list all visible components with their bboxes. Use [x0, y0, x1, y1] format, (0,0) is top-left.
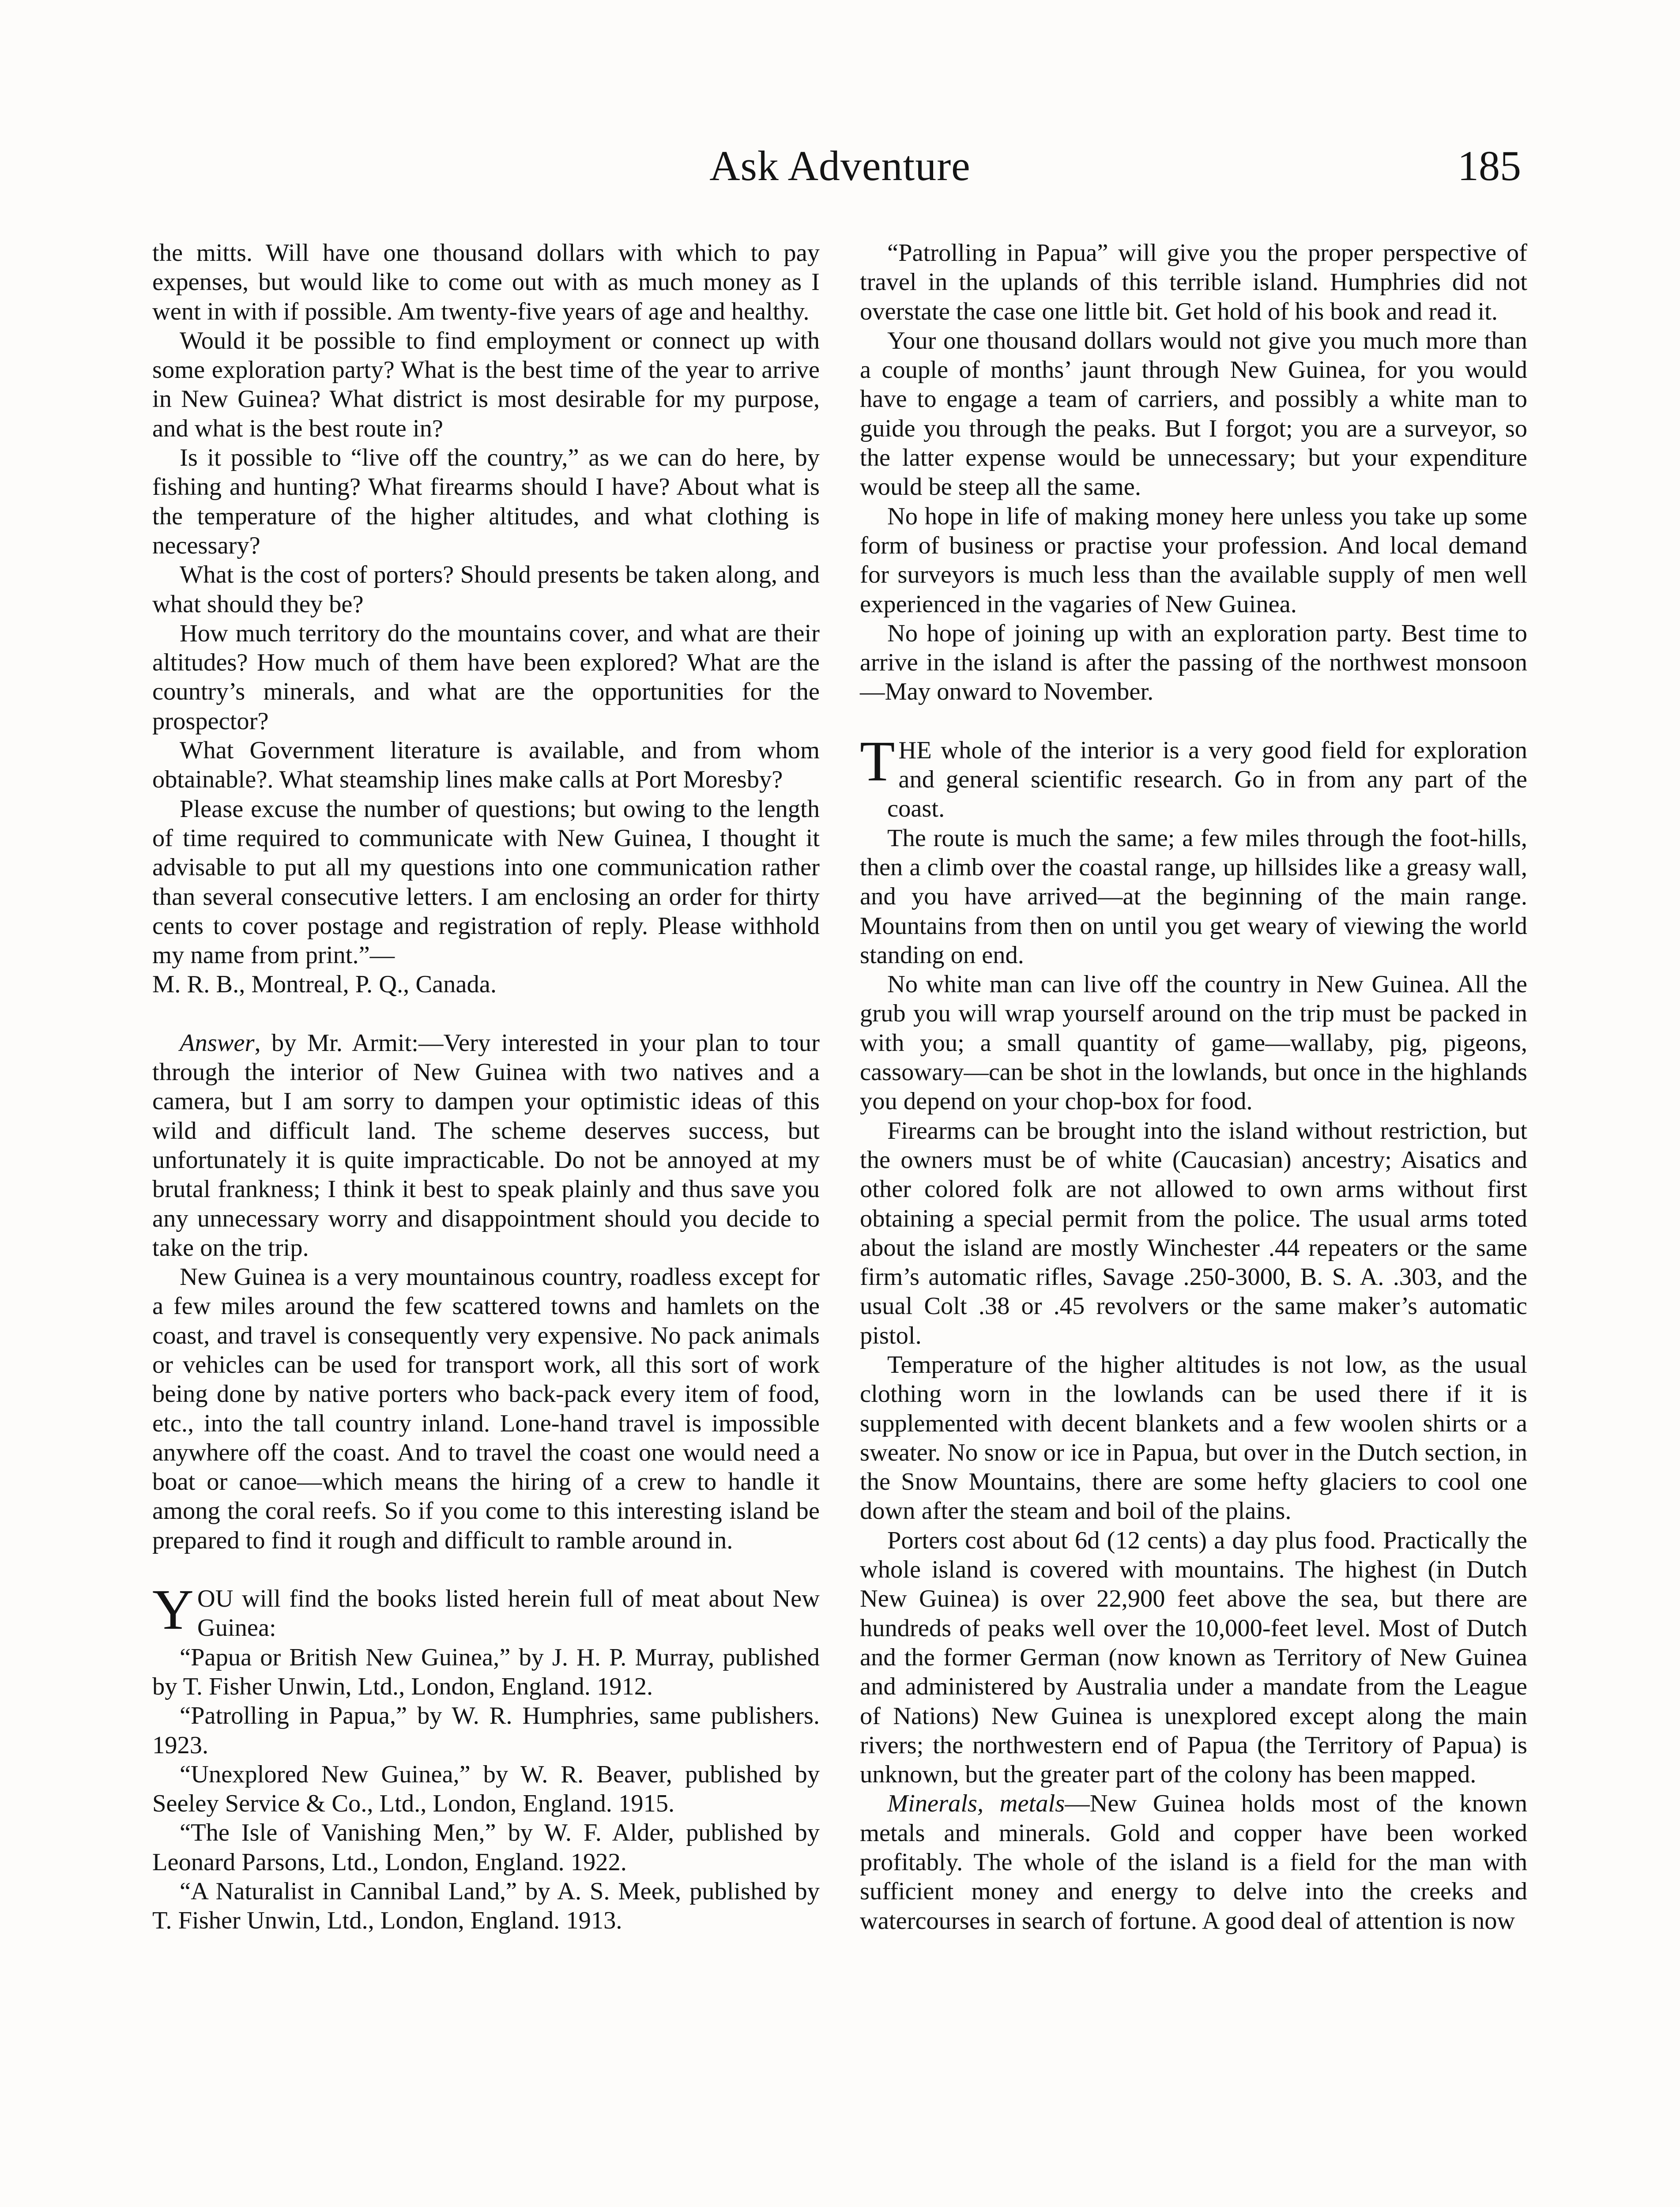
paragraph: No hope of joining up with an exploration party. Best time to arrive in the island is after the passing of the northwest monsoon—May onward to November.: [860, 619, 1527, 706]
paragraph: Would it be possible to find employment or connect up with some exploration party? What is the best time of the year to arrive in New Guinea? What district is most desirable for my purpose, and what is the best route in?: [152, 327, 820, 442]
paragraph: The route is much the same; a few miles through the foot-hills, then a climb over the coastal range, up hillsides like a greasy wall, and you have arrived—at the beginning of the main range. Mountains from then on until you get weary of viewing the world standing on end.: [860, 824, 1527, 969]
book-entry: “Patrolling in Papua,” by W. R. Humphries, same publishers. 1923.: [152, 1702, 820, 1759]
minerals-paragraph: Minerals, metals—New Guinea holds most of the known metals and minerals. Gold and copper have been worked profitably. The whole of the island is a field for the man with sufficient money and energy to delve into the creeks and watercourses in search of fortune. A good deal of attention is now: [860, 1790, 1527, 1935]
book-entry: “Papua or British New Guinea,” by J. H. P. Murray, published by T. Fisher Unwin, Ltd., London, England. 1912.: [152, 1643, 820, 1700]
drop-cap: T: [860, 729, 895, 793]
book-entry: “A Naturalist in Cannibal Land,” by A. S. Meek, published by T. Fisher Unwin, Ltd., London, England. 1913.: [152, 1878, 820, 1935]
paragraph: New Guinea is a very mountainous country, roadless except for a few miles around the few scattered towns and hamlets on the coast, and travel is consequently very expensive. No pack animals or vehicles can be used for transport work, all this sort of work being done by native porters who back-pack every item of food, etc., into the tall country inland. Lone-hand travel is impossible anywhere off the coast. And to travel the coast one would need a boat or canoe—which means the hiring of a crew to handle it among the coral reefs. So if you come to this interesting island be prepared to find it rough and difficult to ramble around in.: [152, 1263, 820, 1554]
drop-cap: Y: [152, 1578, 194, 1642]
answer-text: , by Mr. Armit:—Very interested in your plan to tour through the interior of New Guinea with two natives and a camera, but I am sorry to dampen your optimistic ideas of this wild and difficult land. The scheme deserves success, but unfortunately it is quite impracticable. Do not be annoyed at my brutal frankness; I think it best to speak plainly and thus save you any unnecessary worry and disappointment should you decide to take on the trip.: [152, 1029, 820, 1262]
paragraph: What is the cost of porters? Should presents be taken along, and what should they be?: [152, 561, 820, 618]
paragraph: How much territory do the mountains cover, and what are their altitudes? How much of them have been explored? What are the country’s minerals, and what are the opportunities for the prospector?: [152, 619, 820, 735]
paragraph: No white man can live off the country in New Guinea. All the grub you will wrap yourself around on the trip must be packed in with you; a small quantity of game—wallaby, pig, pigeons, cassowary—can be shot in the lowlands, but once in the highlands you depend on your chop-box for food.: [860, 971, 1527, 1115]
book-entry: “Unexplored New Guinea,” by W. R. Beaver, published by Seeley Service & Co., Ltd., London, England. 1915.: [152, 1760, 820, 1818]
paragraph: What Government literature is available, and from whom obtainable?. What steamship lines make calls at Port Moresby?: [152, 737, 820, 794]
paragraph: “Patrolling in Papua” will give you the proper perspective of travel in the uplands of this terrible island. Humphries did not overstate the case one little bit. Get hold of his book and read it.: [860, 239, 1527, 325]
paragraph: Is it possible to “live off the country,” as we can do here, by fishing and hunting? What firearms should I have? About what is the temperature of the higher altitudes, and what clothing is necessary?: [152, 444, 820, 559]
left-column: [152, 238, 820, 1936]
running-title: Ask Adventure: [709, 142, 971, 189]
paragraph: No hope in life of making money here unless you take up some form of business or practise your profession. And local demand for surveyors is much less than the available supply of men well experienced in the vagaries of New Guinea.: [860, 502, 1527, 618]
answer-paragraph: [152, 1028, 820, 1262]
page-header: [159, 141, 1521, 203]
paragraph: Please excuse the number of questions; but owing to the length of time required to communicate with New Guinea, I thought it advisable to put all my questions into one communication rather than several consecutive letters. I am enclosing an order for thirty cents to cover postage and registration of reply. Please withhold my name from print.”—: [152, 795, 820, 969]
paragraph: Porters cost about 6d (12 cents) a day plus food. Practically the whole island is covered with mountains. The highest (in Dutch New Guinea) is over 22,900 feet above the sea, but there are hundreds of peaks well over the 10,000-feet level. Most of Dutch and the former German (now known as Territory of New Guinea and administered by Australia under a mandate from the League of Nations) New Guinea is unexplored except along the main rivers; the northwestern end of Papua (the Territory of Papua) is unknown, but the greater part of the colony has been mapped.: [860, 1526, 1527, 1789]
paragraph: Firearms can be brought into the island without restriction, but the owners must be of white (Caucasian) ancestry; Aisatics and other colored folk are not allowed to own arms without first obtaining a special permit from the police. The usual arms toted about the island are mostly Winchester .44 repeaters or the same firm’s automatic rifles, Savage .250-3000, B. S. A. .303, and the usual Colt .38 or .45 revolvers or the same maker’s automatic pistol.: [860, 1117, 1527, 1349]
page-number: 185: [1458, 142, 1521, 189]
right-column: [860, 238, 1527, 1936]
books-intro: YOU will find the books listed herein full of meat about New Guinea:: [152, 1578, 820, 1642]
letter-signature: M. R. B., Montreal, P. Q., Canada.: [152, 971, 497, 998]
interior-paragraph: THE whole of the interior is a very good field for exploration and general scientific research. Go in from any part of the coast.: [860, 729, 1527, 823]
book-entry: “The Isle of Vanishing Men,” by W. F. Alder, published by Leonard Parsons, Ltd., London, England. 1922.: [152, 1819, 820, 1876]
paragraph: Temperature of the higher altitudes is not low, as the usual clothing worn in the lowlands can be used there if it is supplemented with decent blankets and a few woolen shirts or a sweater. No snow or ice in Papua, but over in the Dutch section, in the Snow Mountains, there are some hefty glaciers to cool one down after the steam and boil of the plains.: [860, 1351, 1527, 1525]
paragraph: the mitts. Will have one thousand dollars with which to pay expenses, but would like to come out with as much money as I went in with if possible. Am twenty-five years of age and healthy.: [152, 239, 820, 325]
paragraph: Your one thousand dollars would not give you much more than a couple of months’ jaunt through New Guinea, for you would have to engage a team of carriers, and possibly a white man to guide you through the peaks. But I forgot; you are a surveyor, so the latter expense would be unnecessary; but your expenditure would be steep all the same.: [860, 327, 1527, 501]
answer-label: Answer: [180, 1029, 255, 1057]
minerals-label: Minerals, metals: [887, 1790, 1065, 1818]
